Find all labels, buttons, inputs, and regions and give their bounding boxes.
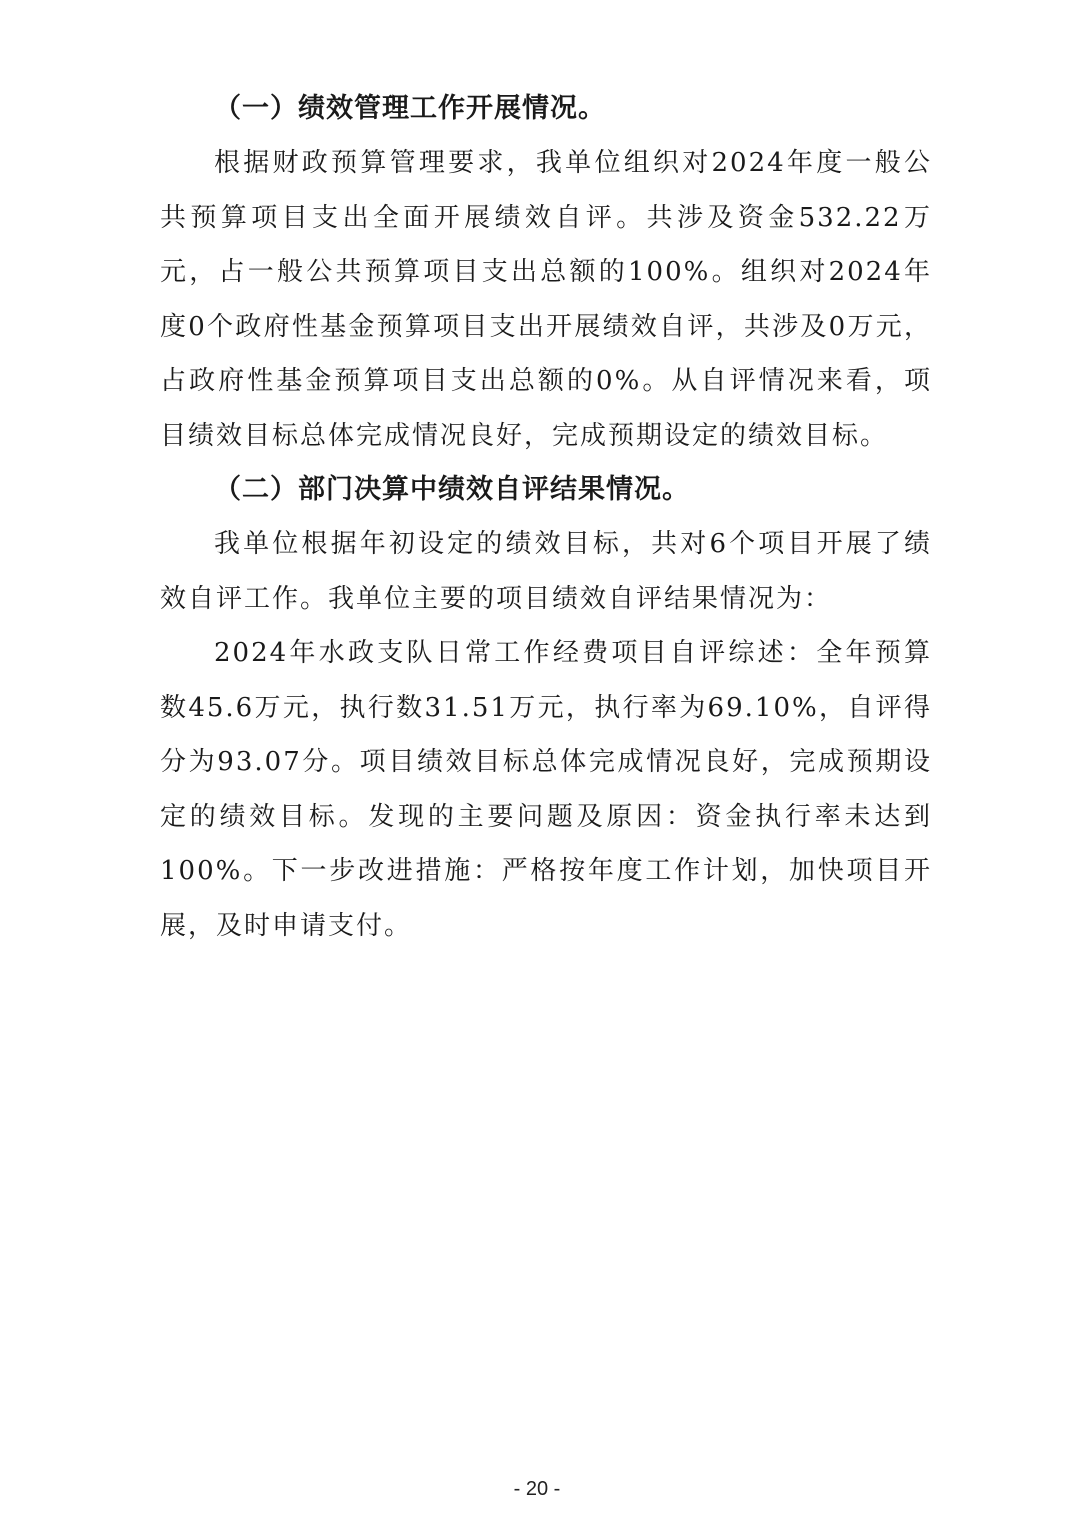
- paragraph-performance-management: 根据财政预算管理要求，我单位组织对2024年度一般公共预算项目支出全面开展绩效自评。共涉及资金532.22万元，占一般公共预算项目支出总额的100%。组织对2024年度0个政府性基金预算项目支出开展绩效自评，共涉及0万元，占政府性基金预算项目支出总额的0%。从自评情况来看，项目绩效目标总体完成情况良好，完成预期设定的绩效目标。: [160, 148, 932, 451]
- paragraph-project-summary: 2024年水政支队日常工作经费项目自评综述：全年预算数45.6万元，执行数31.51万元，执行率为69.10%，自评得分为93.07分。项目绩效目标总体完成情况良好，完成预期设定的绩效目标。发现的主要问题及原因：资金执行率未达到100%。下一步改进措施：严格按年度工作计划，加快项目开展，及时申请支付。: [160, 638, 932, 941]
- paragraph-self-evaluation-intro: 我单位根据年初设定的绩效目标，共对6个项目开展了绩效自评工作。我单位主要的项目绩效自评结果情况为：: [160, 529, 932, 614]
- document-body: [160, 82, 932, 953]
- page-number: - 20 -: [513, 1478, 561, 1500]
- section-heading-performance-management: （一）绩效管理工作开展情况。: [214, 93, 606, 124]
- section-heading-self-evaluation-results: （二）部门决算中绩效自评结果情况。: [214, 474, 690, 505]
